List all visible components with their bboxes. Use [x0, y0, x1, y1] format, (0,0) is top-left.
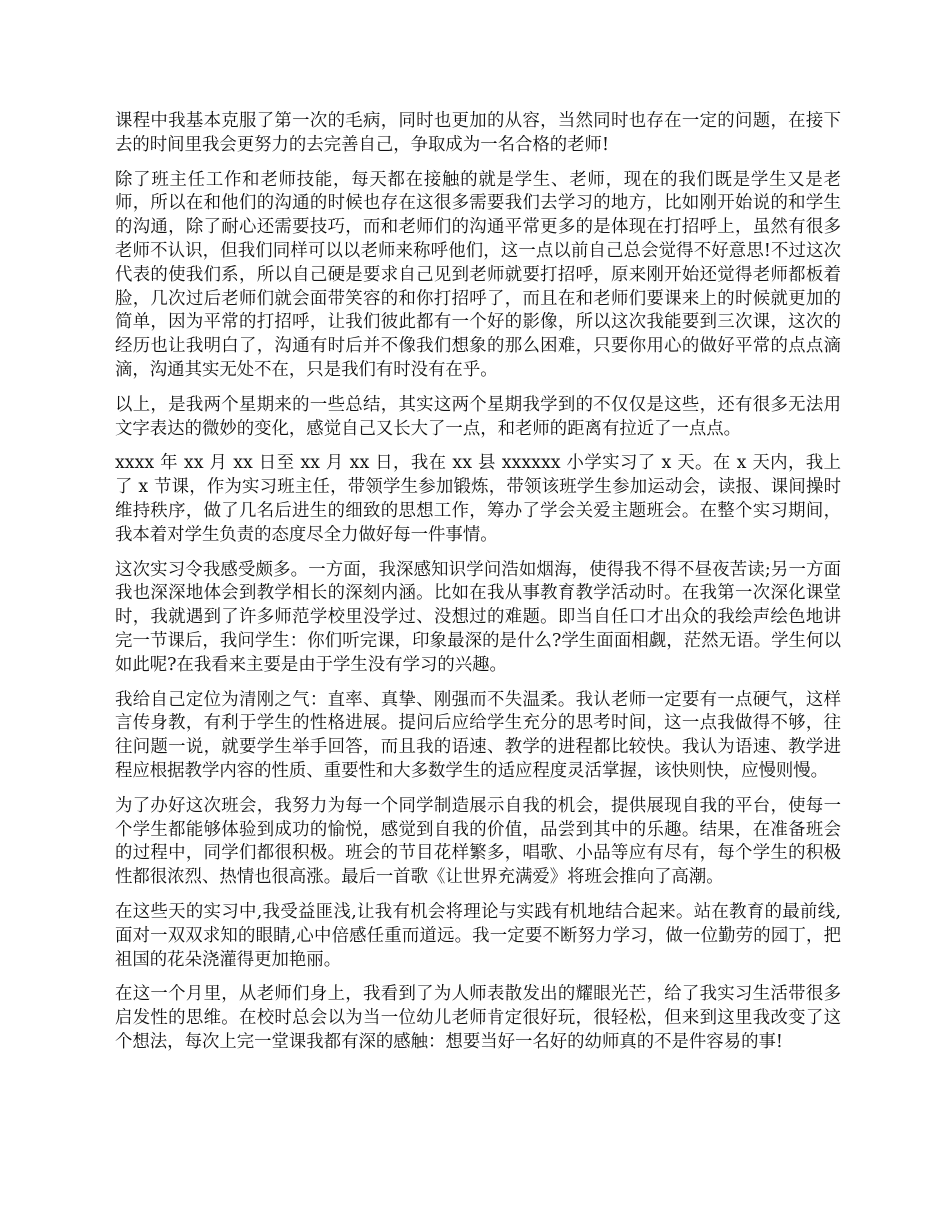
paragraph-7: 为了办好这次班会，我努力为每一个同学制造展示自我的机会，提供展现自我的平台，使每一个学生都能够体验到成功的愉悦，感觉到自我的价值，品尝到其中的乐趣。结果，在准备班会的过程中，同学们都很积极。班会的节目花样繁多，唱歌、小品等应有尽有，每个学生的积极性都很浓烈、热情也很高涨。最后一首歌《让世界充满爱》将班会推向了高潮。: [115, 795, 841, 888]
document-page: [115, 110, 841, 1066]
paragraph-5: 这次实习令我感受颇多。一方面，我深感知识学问浩如烟海，使得我不得不昼夜苦读;另一方面我也深深地体会到教学相长的深刻内涵。比如在我从事教育教学活动时。在我第一次深化课堂时，我就遇到了许多师范学校里没学过、没想过的难题。即当自任口才出众的我绘声绘色地讲完一节课后，我问学生：你们听完课，印象最深的是什么?学生面面相觑，茫然无语。学生何以如此呢?在我看来主要是由于学生没有学习的兴趣。: [115, 559, 841, 675]
paragraph-2: 除了班主任工作和老师技能，每天都在接触的就是学生、老师，现在的我们既是学生又是老师，所以在和他们的沟通的时候也存在这很多需要我们去学习的地方，比如刚开始说的和学生的沟通，除了耐心还需要技巧，而和老师们的沟通平常更多的是体现在打招呼上，虽然有很多老师不认识，但我们同样可以以老师来称呼他们，这一点以前自己总会觉得不好意思!不过这次代表的使我们系，所以自己硬是要求自己见到老师就要打招呼，原来刚开始还觉得老师都板着脸，几次过后老师们就会面带笑容的和你打招呼了，而且在和老师们要课来上的时候就更加的简单，因为平常的打招呼，让我们彼此都有一个好的影像，所以这次我能要到三次课，这次的经历也让我明白了，沟通有时后并不像我们想象的那么困难，只要你用心的做好平常的点点滴滴，沟通其实无处不在，只是我们有时没有在乎。: [115, 169, 841, 380]
paragraph-6: 我给自己定位为清刚之气：直率、真挚、刚强而不失温柔。我认老师一定要有一点硬气，这样言传身教，有利于学生的性格进展。提问后应给学生充分的思考时间，这一点我做得不够，往往问题一说，就要学生举手回答，而且我的语速、教学的进程都比较快。我认为语速、教学进程应根据教学内容的性质、重要性和大多数学生的适应程度灵活掌握，该快则快，应慢则慢。: [115, 689, 841, 781]
paragraph-4: xxxx 年 xx 月 xx 日至 xx 月 xx 日，我在 xx 县 xxxxxx 小学实习了 x 天。在 x 天内，我上了 x 节课，作为实习班主任，带领学生参加锻炼，带领该班学生参加运动会，读报、课间操时维持秩序，做了几名后进生的细致的思想工作，筹办了学会关爱主题班会。在整个实习期间，我本着对学生负责的态度尽全力做好每一件事情。: [115, 453, 841, 545]
paragraph-1: 课程中我基本克服了第一次的毛病，同时也更加的从容，当然同时也存在一定的问题，在接下去的时间里我会更努力的去完善自己，争取成为一名合格的老师!: [115, 111, 841, 155]
paragraph-3: 以上，是我两个星期来的一些总结，其实这两个星期我学到的不仅仅是这些，还有很多无法用文字表达的微妙的变化，感觉自己又长大了一点，和老师的距离有拉近了一点点。: [115, 394, 841, 439]
paragraph-9: 在这一个月里，从老师们身上，我看到了为人师表散发出的耀眼光芒，给了我实习生活带很多启发性的思维。在校时总会以为当一位幼儿老师肯定很好玩，很轻松，但来到这里我改变了这个想法，每次上完一堂课我都有深的感触：想要当好一名好的幼师真的不是件容易的事!: [115, 984, 841, 1052]
paragraph-8: 在这些天的实习中,我受益匪浅,让我有机会将理论与实践有机地结合起来。站在教育的最前线,面对一双双求知的眼睛,心中倍感任重而道远。我一定要不断努力学习，做一位勤劳的园丁，把祖国的花朵浇灌得更加艳丽。: [115, 901, 841, 970]
